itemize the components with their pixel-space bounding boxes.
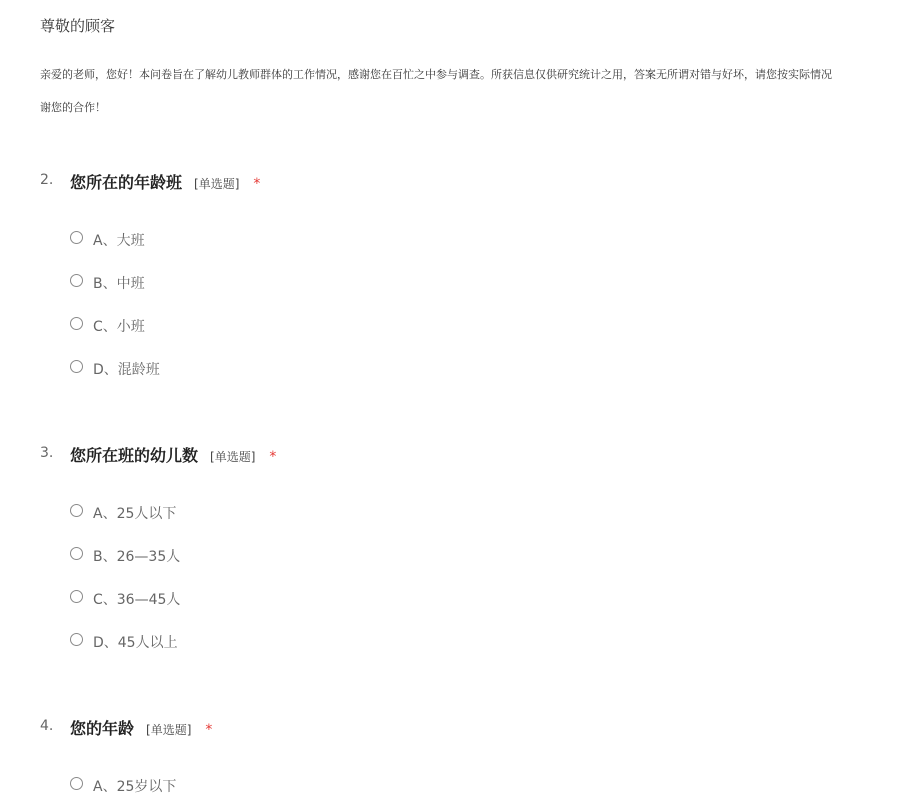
option-label[interactable]: C、小班 xyxy=(93,319,145,335)
required-mark: * xyxy=(269,449,277,465)
radio-button[interactable] xyxy=(70,317,83,330)
radio-button[interactable] xyxy=(70,504,83,517)
required-mark: * xyxy=(205,722,213,738)
option-label[interactable]: B、26—35人 xyxy=(93,549,181,565)
question-header xyxy=(40,443,880,467)
option-label[interactable]: B、中班 xyxy=(93,276,145,292)
question-header xyxy=(40,716,880,740)
question-type-tag: [单选题] xyxy=(210,450,256,464)
question-type-tag: [单选题] xyxy=(194,177,240,191)
question-title-text: 您所在班的幼儿数 xyxy=(70,446,199,465)
question-number: 2. xyxy=(40,172,54,188)
radio-button[interactable] xyxy=(70,274,83,287)
question-header xyxy=(40,170,880,194)
question-title-text: 您的年龄 xyxy=(70,719,135,738)
question-type-tag: [单选题] xyxy=(146,723,192,737)
question-2 xyxy=(40,170,880,378)
question-title xyxy=(70,443,276,466)
question-title-text: 您所在的年龄班 xyxy=(70,173,183,192)
radio-button[interactable] xyxy=(70,777,83,790)
required-mark: * xyxy=(253,176,261,192)
question-title xyxy=(70,716,212,739)
question-number: 3. xyxy=(40,445,54,461)
question-3 xyxy=(40,443,880,651)
intro-line-1: 亲爱的老师，您好！本问卷旨在了解幼儿教师群体的工作情况，感谢您在百忙之中参与调查。所获信息仅供研究统计之用，答案无所谓对错与好坏，请您按实际情况 xyxy=(40,68,832,81)
page-greeting: 尊敬的顾客 xyxy=(40,17,116,35)
survey-intro xyxy=(40,58,900,124)
radio-button[interactable] xyxy=(70,360,83,373)
question-number: 4. xyxy=(40,718,54,734)
radio-button[interactable] xyxy=(70,633,83,646)
option-label[interactable]: C、36—45人 xyxy=(93,592,181,608)
option-label[interactable]: A、25岁以下 xyxy=(93,779,177,795)
intro-line-2: 谢您的合作！ xyxy=(40,101,106,114)
radio-button[interactable] xyxy=(70,231,83,244)
question-title xyxy=(70,170,260,193)
option-label[interactable]: D、混龄班 xyxy=(93,362,160,378)
question-4 xyxy=(40,716,880,795)
radio-button[interactable] xyxy=(70,590,83,603)
option-label[interactable]: D、45人以上 xyxy=(93,635,178,651)
option-label[interactable]: A、25人以下 xyxy=(93,506,177,522)
option-label[interactable]: A、大班 xyxy=(93,233,145,249)
radio-button[interactable] xyxy=(70,547,83,560)
